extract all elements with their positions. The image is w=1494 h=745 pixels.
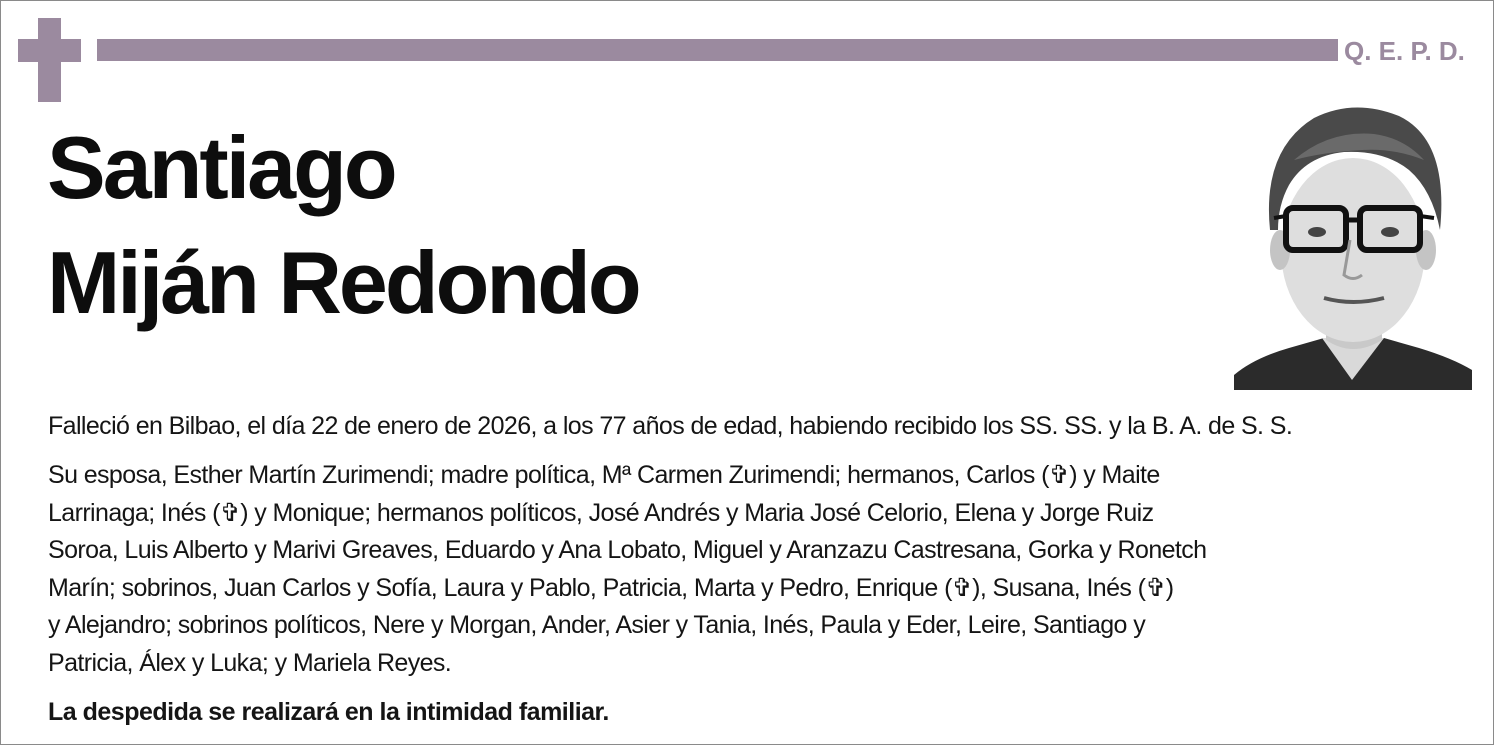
family-line: Marín; sobrinos, Juan Carlos y Sofía, Laura y Pablo, Patricia, Marta y Pedro, Enrique (✞), Susana, Inés (✞) xyxy=(48,573,1174,602)
death-notice-paragraph xyxy=(48,408,1458,446)
farewell-text: La despedida se realizará en la intimidad familiar. xyxy=(48,698,609,726)
deceased-surnames: Miján Redondo xyxy=(47,233,639,332)
farewell-note xyxy=(48,694,1458,732)
portrait-photo xyxy=(1234,90,1472,390)
family-line: y Alejandro; sobrinos políticos, Nere y Morgan, Ander, Asier y Tania, Inés, Paula y Eder, Leire, Santiago y xyxy=(48,611,1146,639)
death-notice-text: Falleció en Bilbao, el día 22 de enero de 2026, a los 77 años de edad, habiendo recibido los SS. SS. y la B. A. de S. S. xyxy=(48,412,1293,440)
family-paragraph xyxy=(48,457,1458,682)
qepd-label: Q. E. P. D. xyxy=(1344,36,1465,66)
family-line: Soroa, Luis Alberto y Marivi Greaves, Eduardo y Ana Lobato, Miguel y Aranzazu Castresana, Gorka y Ronetch xyxy=(48,536,1207,564)
family-line: Patricia, Álex y Luka; y Mariela Reyes. xyxy=(48,648,452,677)
header-rule xyxy=(97,39,1338,61)
family-line: Larrinaga; Inés (✞) y Monique; hermanos políticos, José Andrés y Maria José Celorio, Elena y Jorge Ruiz xyxy=(48,498,1154,527)
deceased-first-name: Santiago xyxy=(47,118,395,217)
family-line: Su esposa, Esther Martín Zurimendi; madre política, Mª Carmen Zurimendi; hermanos, Carlos (✞) y Maite xyxy=(48,461,1160,489)
